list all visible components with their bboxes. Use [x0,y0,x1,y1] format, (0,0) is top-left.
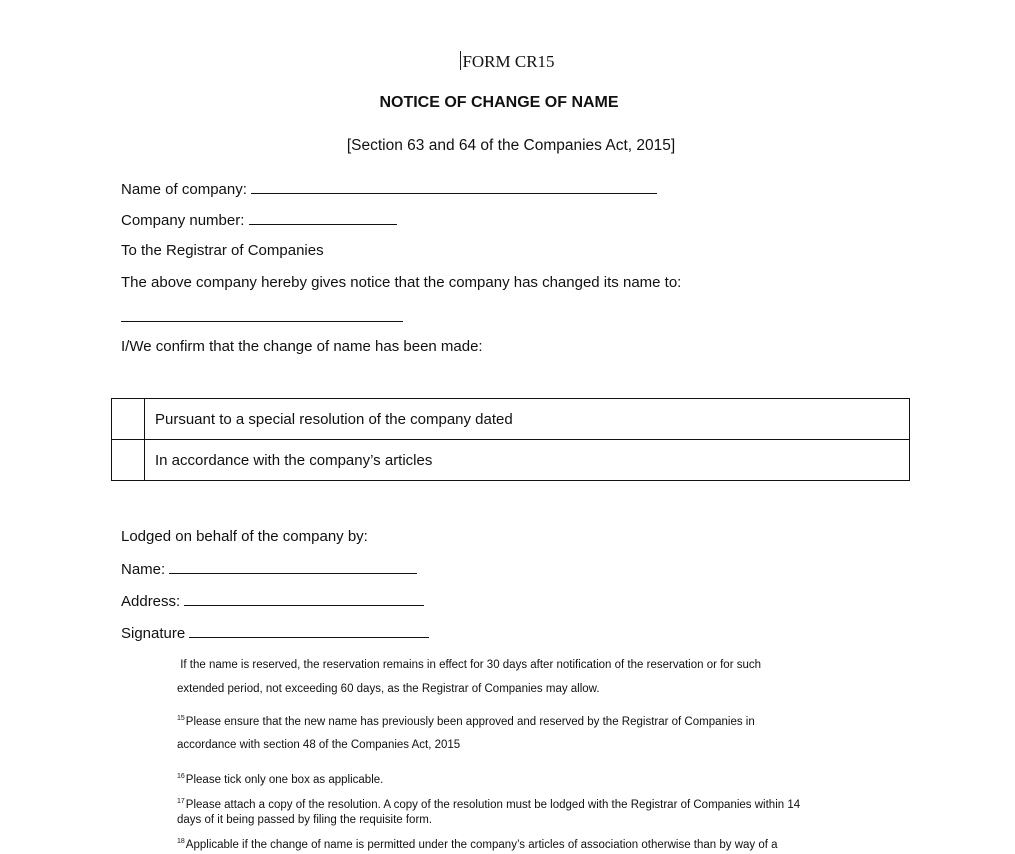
document-title: NOTICE OF CHANGE OF NAME [379,94,619,111]
footnote-17-line2: days of it being passed by filing the requisite form. [177,814,433,826]
reservation-note-line2: extended period, not exceeding 60 days, as the Registrar of Companies may allow. [177,683,600,695]
lodger-address-field[interactable] [184,591,424,606]
change-method-table [111,398,910,481]
form-code [0,51,1015,72]
confirmation-statement: I/We confirm that the change of name has been made: [121,338,483,355]
lodger-name-row [121,559,417,578]
reservation-note-line1: If the name is reserved, the reservation remains in effect for 30 days after notification of the reservation or for such [177,659,762,671]
table-row [112,399,910,440]
footnote-18-mark: 18 [177,838,185,845]
special-resolution-label: Pursuant to a special resolution of the company dated [145,399,910,440]
company-number-row [121,210,397,229]
signature-field[interactable] [189,623,429,638]
notice-statement: The above company hereby gives notice that the company has changed its name to: [121,274,682,291]
lodger-name-field[interactable] [169,559,417,574]
company-name-label: Name of company: [121,181,247,198]
addressee: To the Registrar of Companies [121,242,324,259]
footnote-16-text: Please tick only one box as applicable. [185,774,384,786]
form-code-text: FORM CR15 [462,52,555,71]
footnote-17 [177,798,800,811]
signature-row [121,623,429,642]
footnote-16 [177,773,383,786]
signature-label: Signature [121,625,186,642]
section-reference: [Section 63 and 64 of the Companies Act, 2015] [346,137,676,154]
table-row [112,440,910,481]
footnote-15-mark: 15 [177,715,185,722]
articles-label: In accordance with the company’s articles [145,440,910,481]
special-resolution-checkbox[interactable] [112,399,145,440]
company-name-field[interactable] [251,179,657,194]
lodger-name-label: Name: [121,561,166,578]
lodger-address-label: Address: [121,593,181,610]
footnote-15-line2: accordance with section 48 of the Companies Act, 2015 [177,739,461,751]
articles-checkbox[interactable] [112,440,145,481]
lodger-address-row [121,591,424,610]
footnote-16-mark: 16 [177,773,185,780]
company-number-field[interactable] [249,210,397,225]
footnote-15-text: Please ensure that the new name has previously been approved and reserved by the Registrar of Companies in [185,716,755,728]
company-name-row [121,179,657,198]
footnote-17-text: Please attach a copy of the resolution. A copy of the resolution must be lodged with the Registrar of Companies within 14 [185,799,801,811]
footnote-18 [177,838,778,851]
footnote-18-text: Applicable if the change of name is permitted under the company’s articles of association otherwise than by way of a [185,839,778,851]
footnote-15 [177,715,755,728]
lodgement-heading: Lodged on behalf of the company by: [121,528,368,545]
company-number-label: Company number: [121,212,245,229]
footnote-17-mark: 17 [177,798,185,805]
new-name-field[interactable] [121,321,403,322]
